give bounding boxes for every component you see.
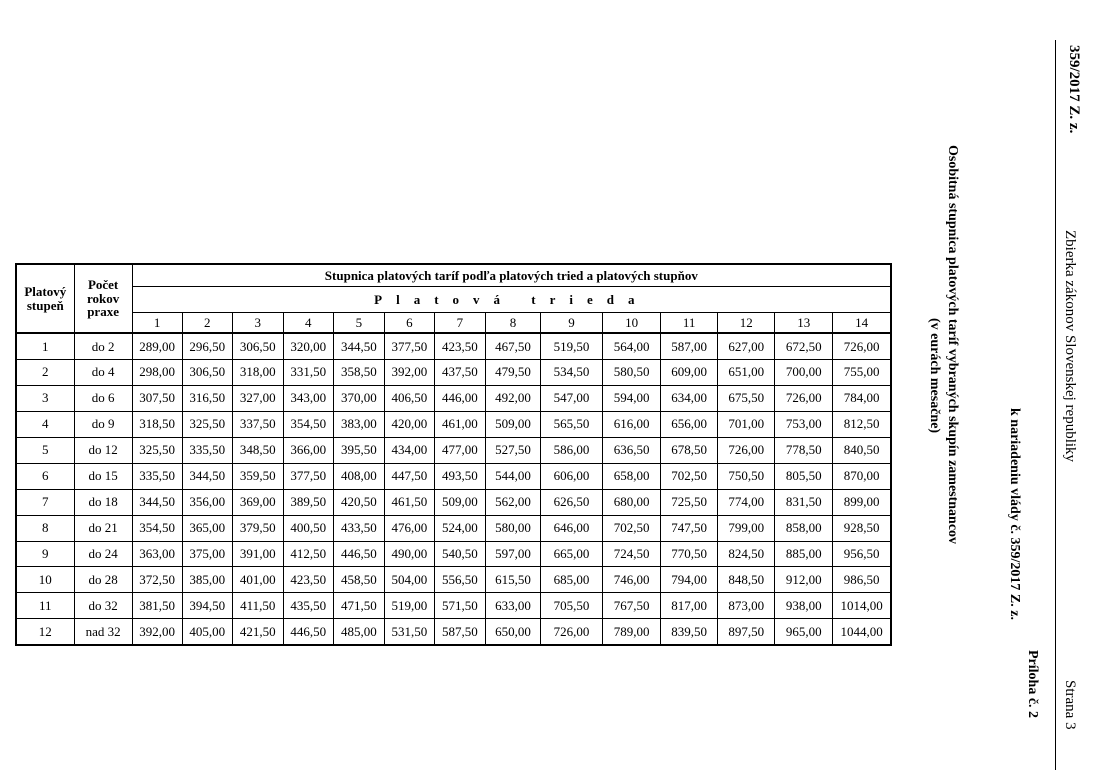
cell-tarif: 986,50: [833, 567, 891, 593]
cell-prax: do 6: [74, 385, 132, 411]
table-row: [16, 385, 891, 411]
cell-tarif: 405,00: [182, 619, 232, 645]
cell-tarif: 794,00: [661, 567, 718, 593]
cell-tarif: 354,50: [283, 411, 333, 437]
cell-tarif: 401,00: [232, 567, 283, 593]
cell-tarif: 547,00: [541, 385, 603, 411]
cell-tarif: 633,00: [485, 593, 540, 619]
cell-tarif: 675,50: [718, 385, 775, 411]
cell-tarif: 725,50: [661, 489, 718, 515]
cell-prax: do 4: [74, 359, 132, 385]
cell-tarif: 366,00: [283, 437, 333, 463]
cell-tarif: 831,50: [775, 489, 833, 515]
cell-stupen: 2: [16, 359, 74, 385]
cell-tarif: 306,50: [232, 333, 283, 359]
cell-tarif: 885,00: [775, 541, 833, 567]
cell-tarif: 394,50: [182, 593, 232, 619]
cell-tarif: 358,50: [333, 359, 384, 385]
cell-tarif: 634,00: [661, 385, 718, 411]
cell-tarif: 534,50: [541, 359, 603, 385]
scale-title: Osobitná stupnica platových taríf vybraných skupín zamestnancov: [945, 145, 960, 545]
cell-tarif: 434,00: [384, 437, 434, 463]
cell-tarif: 420,00: [384, 411, 434, 437]
cell-stupen: 9: [16, 541, 74, 567]
cell-tarif: 597,00: [485, 541, 540, 567]
header-pocet-rokov-praxe: Počet rokov praxe: [74, 264, 132, 333]
cell-tarif: 680,00: [603, 489, 661, 515]
cell-tarif: 702,50: [661, 463, 718, 489]
cell-tarif: 306,50: [182, 359, 232, 385]
cell-stupen: 12: [16, 619, 74, 645]
class-header-6: 6: [384, 313, 434, 333]
cell-tarif: 770,50: [661, 541, 718, 567]
cell-tarif: 700,00: [775, 359, 833, 385]
cell-tarif: 298,00: [132, 359, 182, 385]
cell-tarif: 587,00: [661, 333, 718, 359]
cell-tarif: 423,50: [283, 567, 333, 593]
cell-tarif: 726,00: [541, 619, 603, 645]
cell-tarif: 747,50: [661, 515, 718, 541]
cell-tarif: 701,00: [718, 411, 775, 437]
cell-tarif: 344,50: [333, 333, 384, 359]
cell-tarif: 377,50: [283, 463, 333, 489]
cell-tarif: 408,00: [333, 463, 384, 489]
cell-tarif: 447,50: [384, 463, 434, 489]
table-row: [16, 619, 891, 645]
cell-tarif: 389,50: [283, 489, 333, 515]
cell-tarif: 412,50: [283, 541, 333, 567]
annex-title: Príloha č. 2: [1025, 650, 1040, 719]
cell-tarif: 858,00: [775, 515, 833, 541]
cell-tarif: 406,50: [384, 385, 434, 411]
cell-prax: do 24: [74, 541, 132, 567]
cell-prax: do 32: [74, 593, 132, 619]
cell-tarif: 354,50: [132, 515, 182, 541]
cell-tarif: 375,00: [182, 541, 232, 567]
cell-stupen: 1: [16, 333, 74, 359]
cell-tarif: 755,00: [833, 359, 891, 385]
cell-tarif: 335,50: [132, 463, 182, 489]
cell-tarif: 421,50: [232, 619, 283, 645]
cell-tarif: 580,50: [603, 359, 661, 385]
cell-tarif: 646,00: [541, 515, 603, 541]
cell-tarif: 606,00: [541, 463, 603, 489]
cell-tarif: 817,00: [661, 593, 718, 619]
class-header-8: 8: [485, 313, 540, 333]
cell-tarif: 400,50: [283, 515, 333, 541]
cell-tarif: 296,50: [182, 333, 232, 359]
cell-tarif: 627,00: [718, 333, 775, 359]
cell-tarif: 656,00: [661, 411, 718, 437]
cell-tarif: 485,00: [333, 619, 384, 645]
cell-tarif: 571,50: [434, 593, 485, 619]
cell-tarif: 726,00: [775, 385, 833, 411]
cell-prax: do 9: [74, 411, 132, 437]
cell-tarif: 493,50: [434, 463, 485, 489]
cell-tarif: 586,00: [541, 437, 603, 463]
cell-tarif: 325,50: [132, 437, 182, 463]
cell-tarif: 504,00: [384, 567, 434, 593]
cell-tarif: 477,00: [434, 437, 485, 463]
cell-tarif: 519,00: [384, 593, 434, 619]
salary-table: [15, 263, 892, 646]
cell-tarif: 307,50: [132, 385, 182, 411]
cell-tarif: 519,50: [541, 333, 603, 359]
cell-tarif: 370,00: [333, 385, 384, 411]
cell-tarif: 753,00: [775, 411, 833, 437]
cell-tarif: 369,00: [232, 489, 283, 515]
cell-tarif: 626,50: [541, 489, 603, 515]
cell-tarif: 544,00: [485, 463, 540, 489]
cell-tarif: 609,00: [661, 359, 718, 385]
annex-subtitle: k nariadeniu vlády č. 359/2017 Z. z.: [1007, 408, 1022, 620]
cell-prax: do 2: [74, 333, 132, 359]
cell-tarif: 965,00: [775, 619, 833, 645]
scale-unit: (v eurách mesačne): [927, 318, 942, 434]
cell-prax: do 15: [74, 463, 132, 489]
document-number: 359/2017 Z. z.: [1066, 45, 1082, 134]
cell-tarif: 385,00: [182, 567, 232, 593]
class-header-12: 12: [718, 313, 775, 333]
cell-prax: do 18: [74, 489, 132, 515]
table-row: [16, 463, 891, 489]
table-row: [16, 359, 891, 385]
cell-tarif: 509,00: [485, 411, 540, 437]
cell-tarif: 458,50: [333, 567, 384, 593]
cell-tarif: 318,00: [232, 359, 283, 385]
cell-tarif: 672,50: [775, 333, 833, 359]
cell-tarif: 461,50: [384, 489, 434, 515]
table-row: [16, 593, 891, 619]
class-header-7: 7: [434, 313, 485, 333]
table-row: [16, 489, 891, 515]
cell-tarif: 411,50: [232, 593, 283, 619]
cell-stupen: 11: [16, 593, 74, 619]
cell-tarif: 331,50: [283, 359, 333, 385]
cell-tarif: 381,50: [132, 593, 182, 619]
cell-tarif: 395,50: [333, 437, 384, 463]
cell-tarif: 320,00: [283, 333, 333, 359]
cell-stupen: 7: [16, 489, 74, 515]
cell-tarif: 343,00: [283, 385, 333, 411]
cell-tarif: 372,50: [132, 567, 182, 593]
cell-tarif: 840,50: [833, 437, 891, 463]
cell-tarif: 1014,00: [833, 593, 891, 619]
cell-tarif: 423,50: [434, 333, 485, 359]
class-header-5: 5: [333, 313, 384, 333]
cell-tarif: 839,50: [661, 619, 718, 645]
cell-tarif: 658,00: [603, 463, 661, 489]
cell-tarif: 899,00: [833, 489, 891, 515]
cell-tarif: 789,00: [603, 619, 661, 645]
cell-tarif: 938,00: [775, 593, 833, 619]
cell-tarif: 784,00: [833, 385, 891, 411]
class-header-11: 11: [661, 313, 718, 333]
class-header-4: 4: [283, 313, 333, 333]
cell-tarif: 778,50: [775, 437, 833, 463]
page-number: Strana 3: [1062, 680, 1078, 730]
cell-tarif: 636,50: [603, 437, 661, 463]
cell-tarif: 615,50: [485, 567, 540, 593]
cell-tarif: 365,00: [182, 515, 232, 541]
cell-tarif: 527,50: [485, 437, 540, 463]
cell-tarif: 805,50: [775, 463, 833, 489]
cell-tarif: 540,50: [434, 541, 485, 567]
journal-name: Zbierka zákonov Slovenskej republiky: [1062, 230, 1078, 463]
cell-tarif: 678,50: [661, 437, 718, 463]
cell-tarif: 726,00: [833, 333, 891, 359]
class-header-9: 9: [541, 313, 603, 333]
header-divider: [1055, 40, 1056, 770]
header-stupnica: Stupnica platových taríf podľa platových tried a platových stupňov: [132, 264, 891, 286]
class-header-2: 2: [182, 313, 232, 333]
cell-tarif: 446,00: [434, 385, 485, 411]
cell-prax: do 21: [74, 515, 132, 541]
cell-tarif: 344,50: [182, 463, 232, 489]
cell-tarif: 799,00: [718, 515, 775, 541]
cell-tarif: 848,50: [718, 567, 775, 593]
cell-tarif: 746,00: [603, 567, 661, 593]
cell-tarif: 348,50: [232, 437, 283, 463]
cell-stupen: 10: [16, 567, 74, 593]
cell-tarif: 928,50: [833, 515, 891, 541]
cell-tarif: 897,50: [718, 619, 775, 645]
class-header-3: 3: [232, 313, 283, 333]
class-header-10: 10: [603, 313, 661, 333]
cell-tarif: 344,50: [132, 489, 182, 515]
cell-tarif: 562,00: [485, 489, 540, 515]
cell-tarif: 824,50: [718, 541, 775, 567]
cell-tarif: 471,50: [333, 593, 384, 619]
cell-tarif: 565,50: [541, 411, 603, 437]
cell-tarif: 467,50: [485, 333, 540, 359]
cell-tarif: 476,00: [384, 515, 434, 541]
table-row: [16, 567, 891, 593]
cell-stupen: 8: [16, 515, 74, 541]
cell-tarif: 492,00: [485, 385, 540, 411]
cell-tarif: 726,00: [718, 437, 775, 463]
cell-prax: do 12: [74, 437, 132, 463]
cell-tarif: 873,00: [718, 593, 775, 619]
cell-tarif: 461,00: [434, 411, 485, 437]
cell-tarif: 912,00: [775, 567, 833, 593]
cell-tarif: 509,00: [434, 489, 485, 515]
cell-tarif: 531,50: [384, 619, 434, 645]
cell-tarif: 337,50: [232, 411, 283, 437]
class-header-14: 14: [833, 313, 891, 333]
cell-tarif: 446,50: [333, 541, 384, 567]
cell-tarif: 437,50: [434, 359, 485, 385]
cell-tarif: 685,00: [541, 567, 603, 593]
cell-tarif: 812,50: [833, 411, 891, 437]
cell-tarif: 724,50: [603, 541, 661, 567]
cell-tarif: 392,00: [384, 359, 434, 385]
cell-tarif: 289,00: [132, 333, 182, 359]
cell-stupen: 6: [16, 463, 74, 489]
cell-tarif: 391,00: [232, 541, 283, 567]
class-header-1: 1: [132, 313, 182, 333]
cell-tarif: 325,50: [182, 411, 232, 437]
cell-tarif: 705,50: [541, 593, 603, 619]
cell-tarif: 650,00: [485, 619, 540, 645]
table-row: [16, 541, 891, 567]
cell-tarif: 1044,00: [833, 619, 891, 645]
cell-tarif: 356,00: [182, 489, 232, 515]
cell-tarif: 665,00: [541, 541, 603, 567]
cell-tarif: 316,50: [182, 385, 232, 411]
cell-tarif: 335,50: [182, 437, 232, 463]
cell-tarif: 524,00: [434, 515, 485, 541]
cell-tarif: 750,50: [718, 463, 775, 489]
cell-tarif: 379,50: [232, 515, 283, 541]
cell-tarif: 446,50: [283, 619, 333, 645]
cell-tarif: 580,00: [485, 515, 540, 541]
class-header-13: 13: [775, 313, 833, 333]
cell-tarif: 564,00: [603, 333, 661, 359]
cell-stupen: 3: [16, 385, 74, 411]
table-row: [16, 437, 891, 463]
table-row: [16, 515, 891, 541]
cell-prax: nad 32: [74, 619, 132, 645]
cell-stupen: 5: [16, 437, 74, 463]
table-row: [16, 333, 891, 359]
cell-tarif: 490,00: [384, 541, 434, 567]
cell-prax: do 28: [74, 567, 132, 593]
cell-tarif: 616,00: [603, 411, 661, 437]
cell-tarif: 479,50: [485, 359, 540, 385]
cell-tarif: 433,50: [333, 515, 384, 541]
cell-tarif: 435,50: [283, 593, 333, 619]
cell-tarif: 767,50: [603, 593, 661, 619]
cell-tarif: 327,00: [232, 385, 283, 411]
cell-tarif: 377,50: [384, 333, 434, 359]
cell-tarif: 392,00: [132, 619, 182, 645]
cell-tarif: 587,50: [434, 619, 485, 645]
cell-tarif: 318,50: [132, 411, 182, 437]
cell-tarif: 420,50: [333, 489, 384, 515]
cell-tarif: 383,00: [333, 411, 384, 437]
cell-tarif: 363,00: [132, 541, 182, 567]
table-row: [16, 411, 891, 437]
cell-tarif: 870,00: [833, 463, 891, 489]
cell-tarif: 774,00: [718, 489, 775, 515]
header-platova-trieda: [132, 286, 891, 312]
cell-tarif: 594,00: [603, 385, 661, 411]
header-platovy-stupen: Platový stupeň: [16, 264, 74, 333]
cell-tarif: 651,00: [718, 359, 775, 385]
cell-tarif: 956,50: [833, 541, 891, 567]
cell-tarif: 556,50: [434, 567, 485, 593]
cell-tarif: 702,50: [603, 515, 661, 541]
platova-trieda-label: Platová trieda: [374, 291, 649, 307]
cell-stupen: 4: [16, 411, 74, 437]
cell-tarif: 359,50: [232, 463, 283, 489]
